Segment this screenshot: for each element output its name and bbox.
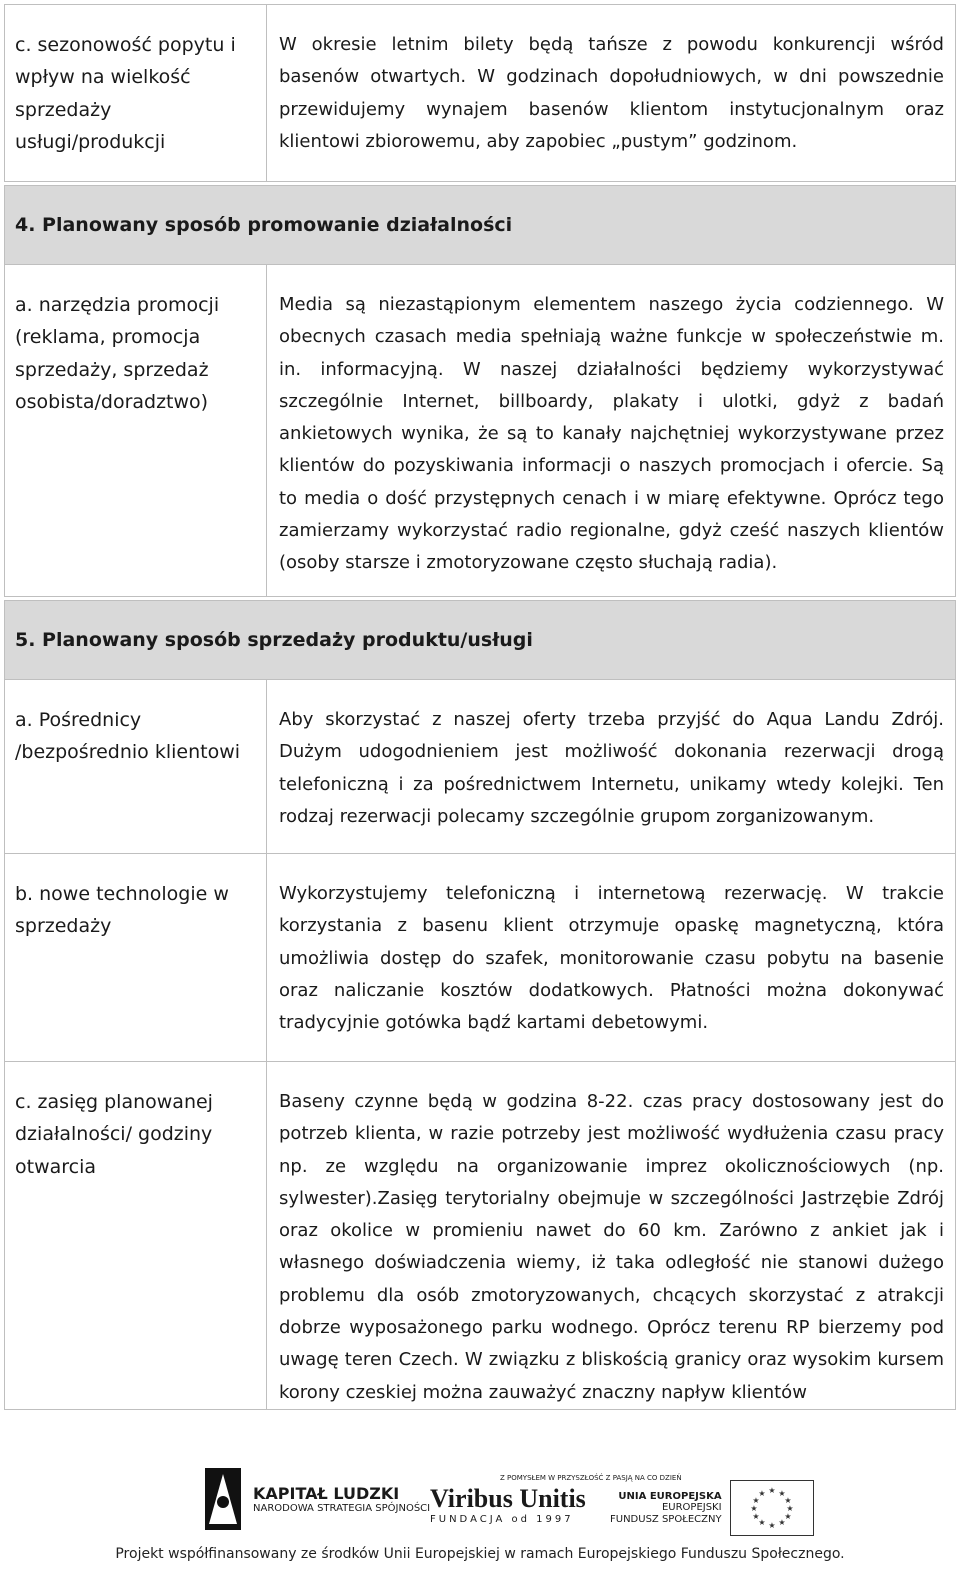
section-header	[5, 601, 956, 680]
svg-text:★: ★	[757, 1518, 766, 1527]
row-label: a. Pośrednicy /bezpośrednio klientowi	[5, 680, 267, 854]
table-row	[5, 680, 956, 854]
row-label: a. narzędzia promocji (reklama, promocja sprzedaży, sprzedaż osobista/doradztwo)	[5, 265, 267, 597]
logo-title: KAPITAŁ LUDZKI	[253, 1483, 400, 1503]
svg-text:★: ★	[777, 1489, 786, 1498]
table-row	[5, 1062, 956, 1410]
logo-subtitle: FUNDACJA od 1997	[430, 1514, 574, 1525]
row-content: W okresie letnim bilety będą tańsze z powodu konkurencji wśród basenów otwartych. W godzinach dopołudniowych, w dni powszednie przewidujemy wynajem basenów klientom instytucjonalnym oraz klientowi zbiorowemu, aby zapobiec „pustym” godzinom.	[267, 5, 956, 182]
section-header	[5, 186, 956, 265]
svg-text:★: ★	[751, 1496, 760, 1505]
logo-subtitle: FUNDUSZ SPOŁECZNY	[610, 1513, 722, 1525]
svg-text:★: ★	[757, 1489, 766, 1498]
kapital-ludzki-logo	[205, 1468, 430, 1530]
svg-text:★: ★	[785, 1504, 794, 1513]
row-content: Wykorzystujemy telefoniczną i internetową rezerwację. W trakcie korzystania z basenu klient otrzymuje opaskę magnetyczną, która umożliwia dostęp do szafek, monitorowanie czasu pobytu na basenie oraz naliczanie kosztów dodatkowych. Płatności można dokonywać tradycyjnie gotówka bądź kartami debetowymi.	[267, 854, 956, 1062]
svg-text:★: ★	[749, 1504, 758, 1513]
document-table	[4, 4, 956, 1410]
row-label: c. sezonowość popytu i wpływ na wielkość sprzedaży usługi/produkcji	[5, 5, 267, 182]
row-content: Aby skorzystać z naszej oferty trzeba przyjść do Aqua Landu Zdrój. Dużym udogodnieniem jest możliwość dokonania rezerwacji drogą telefoniczną i za pośrednictwem Internetu, unikamy wtedy kolejki. Ten rodzaj rezerwacji polecamy szczególnie grupom zorganizowanym.	[267, 680, 956, 854]
table-row	[5, 265, 956, 597]
svg-text:★: ★	[751, 1512, 760, 1521]
logo-title: UNIA EUROPEJSKA	[618, 1490, 722, 1502]
svg-text:★: ★	[777, 1518, 786, 1527]
section-title: 5. Planowany sposób sprzedaży produktu/usługi	[5, 601, 956, 680]
row-content: Baseny czynne będą w godzina 8-22. czas pracy dostosowany jest do potrzeb klienta, w razie potrzeby jest możliwość wydłużenia czasu pracy np. ze względu na organizowanie imprez okolicznościowych (np. sylwester).Zasięg terytorialny obejmuje w szczególności Jastrzębie Zdrój oraz okolice w promieniu nawet do 60 km. Zarówno z ankiet jak i własnego doświadczenia wiemy, iż taka odległość nie stanowi dużego problemu dla osób zmotoryzowanych, chcących skorzystać z atrakcji dobrze wyposażonego parku wodnego. Oprócz terenu RP bierzemy pod uwagę teren Czech. W związku z bliskością granicy oraz wysokim kursem korony czeskiej można zauważyć znaczny napływ klientów	[267, 1062, 956, 1410]
kapital-ludzki-icon	[205, 1468, 241, 1530]
svg-text:★: ★	[783, 1496, 792, 1505]
eu-flag-icon	[730, 1480, 814, 1536]
svg-text:★: ★	[783, 1512, 792, 1521]
svg-text:★: ★	[767, 1486, 776, 1495]
footer-text: Projekt współfinansowany ze środków Unii Europejskiej w ramach Europejskiego Funduszu Społecznego.	[115, 1546, 845, 1562]
table-row	[5, 854, 956, 1062]
row-label: b. nowe technologie w sprzedaży	[5, 854, 267, 1062]
logo-title: Viribus Unitis	[430, 1484, 586, 1513]
table-row	[5, 5, 956, 182]
row-label: c. zasięg planowanej działalności/ godziny otwarcia	[5, 1062, 267, 1410]
eu-logo	[610, 1480, 814, 1536]
section-title: 4. Planowany sposób promowanie działalności	[5, 186, 956, 265]
svg-text:★: ★	[767, 1521, 776, 1530]
logo-subtitle: NARODOWA STRATEGIA SPÓJNOŚCI	[253, 1502, 431, 1514]
row-content: Media są niezastąpionym elementem naszego życia codziennego. W obecnych czasach media spełniają ważne funkcje w społeczeństwie m. in. informacyjną. W naszej działalności będziemy wykorzystywać szczególnie Internet, billboardy, plakaty i ulotki, gdyż z badań ankietowych wynika, że są to kanały najchętniej wykorzystywane przez klientów do pozyskiwania informacji o naszych promocjach i ofercie. Są to media o dość przystępnych cenach i w miarę efektywne. Oprócz tego zamierzamy wykorzystać radio regionalne, gdyż cześć naszych klientów (osoby starsze i zmotoryzowane często słuchają radia).	[267, 265, 956, 597]
logo-subtitle: EUROPEJSKI	[661, 1501, 722, 1513]
logo-tagline: Z POMYSŁEM W PRZYSZŁOŚĆ Z PASJĄ NA CO DZIEŃ	[500, 1474, 682, 1482]
